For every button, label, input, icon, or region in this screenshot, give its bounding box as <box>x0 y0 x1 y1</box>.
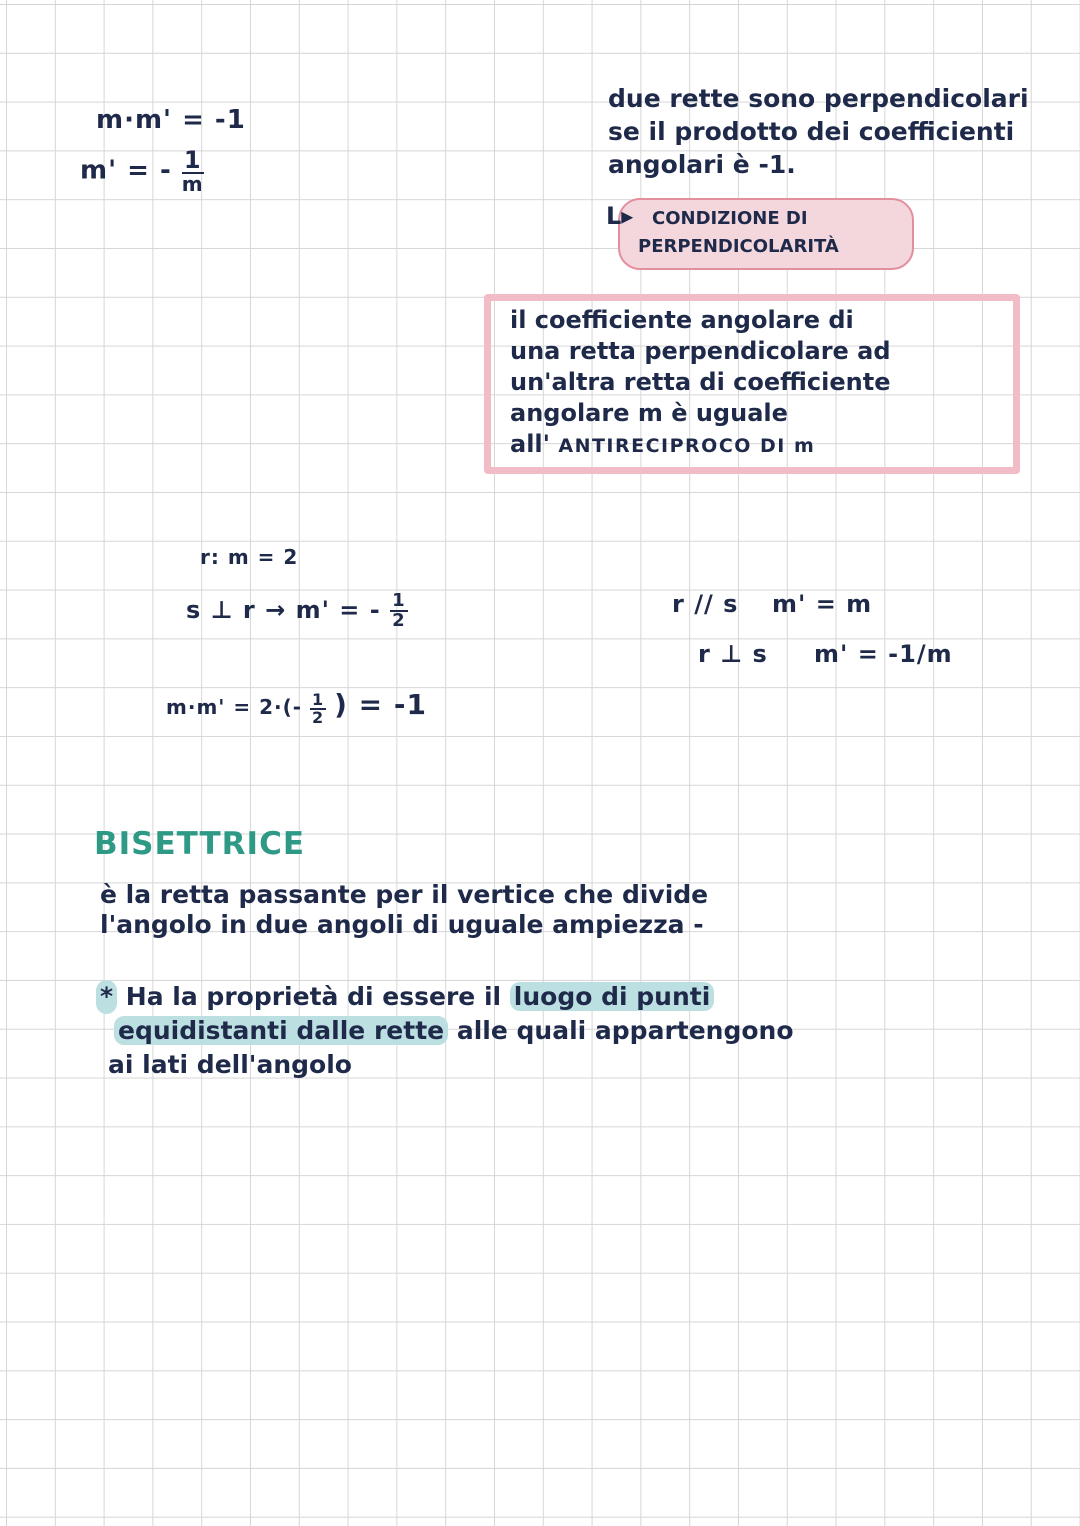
definition-line: un'altra retta di coefficiente <box>510 368 891 396</box>
condition-line: PERPENDICOLARITÀ <box>638 236 839 257</box>
formula-prefix: m' = - <box>80 155 172 186</box>
definition-line: è la retta passante per il vertice che divide <box>100 880 709 909</box>
definition-prefix: all' <box>510 430 550 458</box>
property-text: Ha la proprietà di essere il <box>125 982 502 1011</box>
fraction-one-over-m <box>182 148 204 194</box>
example-line-r: r: m = 2 <box>200 545 299 569</box>
example-product <box>166 688 427 726</box>
example-product-suffix: ) = -1 <box>334 688 427 721</box>
definition-line: l'angolo in due angoli di uguale ampiezza - <box>100 910 704 939</box>
perpendicular-rule-paragraph <box>608 82 1029 181</box>
condition-line: CONDIZIONE DI <box>652 208 808 229</box>
definition-text <box>510 305 891 462</box>
bisettrice-property <box>96 980 794 1082</box>
arrow-right-icon: L▸ <box>606 202 634 230</box>
definition-caps: ANTIRECIPROCO DI m <box>558 435 816 457</box>
example-product-prefix: m·m' = 2·(- <box>166 695 303 719</box>
star-icon: * <box>96 980 117 1014</box>
definition-line: il coefficiente angolare di <box>510 306 854 334</box>
fraction-denominator: 2 <box>312 707 325 727</box>
fraction-numerator: 1 <box>182 148 204 174</box>
bisettrice-definition <box>100 880 708 940</box>
section-title-bisettrice: BISETTRICE <box>94 826 306 862</box>
relation-perp-label: r ⊥ s <box>698 640 768 668</box>
property-highlight: luogo di punti <box>510 982 715 1011</box>
fraction-one-half <box>390 592 408 630</box>
example-line-s <box>186 592 408 630</box>
property-text: alle quali appartengono <box>456 1016 794 1045</box>
fraction-numerator: 1 <box>312 689 325 709</box>
fraction-denominator: 2 <box>392 610 406 631</box>
fraction-one-half <box>310 689 326 727</box>
example-prefix: s ⊥ r → m' = - <box>186 596 381 624</box>
definition-line: una retta perpendicolare ad <box>510 337 891 365</box>
relation-perp-formula: m' = -1/m <box>814 640 953 668</box>
definition-line: angolare m è uguale <box>510 399 788 427</box>
paragraph-line: angolari è -1. <box>608 150 796 179</box>
relation-parallel-formula: m' = m <box>772 590 873 618</box>
relation-parallel-label: r // s <box>672 590 739 618</box>
fraction-denominator: m <box>181 172 204 196</box>
definition-line <box>510 429 891 462</box>
property-line: ai lati dell'angolo <box>108 1050 352 1079</box>
paragraph-line: due rette sono perpendicolari <box>608 84 1029 113</box>
condition-label <box>638 205 839 261</box>
formula-antireciprocal <box>80 148 204 194</box>
formula-product-slopes: m·m' = -1 <box>96 105 246 135</box>
fraction-numerator: 1 <box>392 590 406 611</box>
property-line <box>96 1014 794 1048</box>
property-highlight: equidistanti dalle rette <box>114 1016 448 1045</box>
paragraph-line: se il prodotto dei coefficienti <box>608 117 1015 146</box>
property-line <box>96 980 794 1014</box>
